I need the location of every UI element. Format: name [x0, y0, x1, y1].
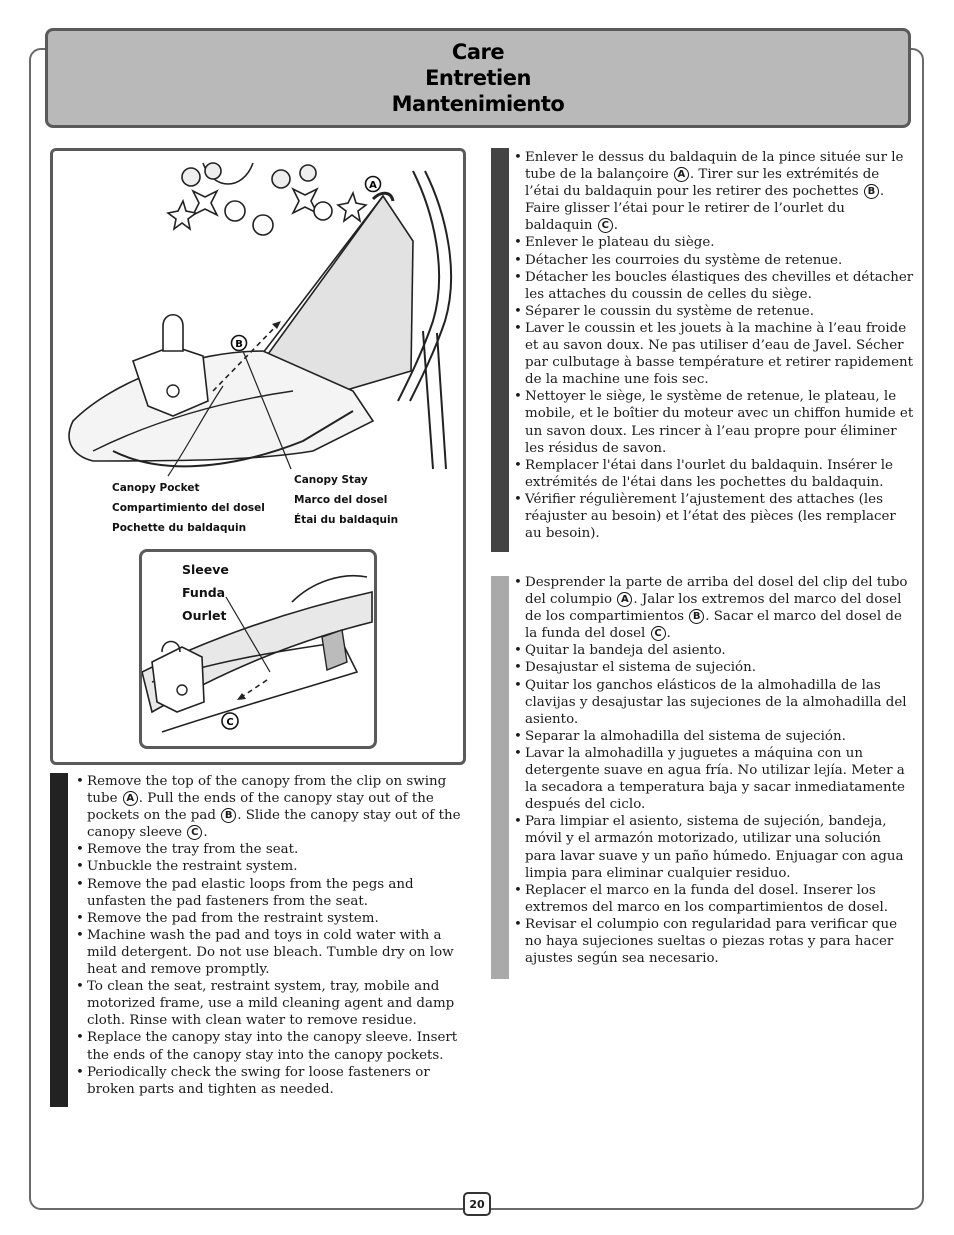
canopy-pocket-es: Compartimiento del dosel: [112, 502, 265, 514]
instruction-text: Séparer le coussin du système de retenue.: [525, 303, 814, 319]
instruction-text: Replacer el marco en la funda del dosel. Inserer los extremos del marco en los compartimientos de dosel.: [525, 882, 888, 915]
spanish-section-bar: [491, 576, 509, 979]
list-item: [514, 728, 914, 745]
canopy-pocket-fr: Pochette du baldaquin: [112, 522, 247, 534]
instruction-text: Laver le coussin et les jouets à la machine à l’eau froide et au savon doux. Ne pas utiliser d’eau de Javel. Sécher par culbutage à basse température et retirer rapidement de la machine une fois sec.: [525, 320, 914, 388]
list-item: [514, 642, 914, 659]
step-marker: B: [864, 184, 879, 199]
step-marker: A: [123, 791, 138, 806]
step-marker: A: [674, 167, 689, 182]
instruction-text: Machine wash the pad and toys in cold water with a mild detergent. Do not use bleach. Tumble dry on low heat and remove promptly.: [87, 927, 454, 978]
canopy-stay-fr: Étai du baldaquin: [294, 514, 399, 526]
canopy-pocket-en: Canopy Pocket: [112, 482, 200, 494]
canopy-stay-label: [294, 470, 398, 530]
step-marker: C: [598, 218, 613, 233]
list-item: [514, 659, 914, 676]
sleeve-en: Sleeve: [182, 562, 229, 577]
sleeve-drawing: [142, 552, 374, 746]
list-item: [514, 320, 914, 388]
instruction-text: Nettoyer le siège, le système de retenue, le plateau, le mobile, et le boîtier du moteur avec un chiffon humide et un savon doux. Les rincer à l’eau propre pour éliminer les résidus de savon.: [525, 389, 914, 456]
list-item: [514, 882, 914, 916]
sleeve-inset-illustration: [139, 549, 377, 749]
list-item: [514, 269, 914, 303]
list-item: [514, 677, 914, 728]
list-item: [514, 813, 914, 881]
title-spanish: Mantenimiento: [391, 92, 565, 116]
list-item: [76, 1064, 474, 1098]
marker-b: B: [235, 339, 243, 350]
instruction-text: . Slide the canopy stay out of the canopy sleeve: [87, 808, 461, 841]
instruction-text: Remplacer l'étai dans l'ourlet du baldaquin. Insérer le extrémités de l'étai dans les pochettes du baldaquin.: [525, 457, 893, 490]
step-marker: C: [651, 626, 666, 641]
canopy-pocket-label: [112, 478, 265, 538]
step-marker: A: [617, 592, 632, 607]
sleeve-label: [182, 558, 229, 627]
instruction-text: . Pull the ends of the canopy stay out of the pockets on the pad: [87, 791, 434, 824]
instruction-text: Replace the canopy stay into the canopy sleeve. Insert the ends of the canopy stay into the canopy pockets.: [87, 1030, 458, 1063]
instruction-text: . Jalar los extremos del marco del dosel de los compartimientos: [525, 592, 902, 625]
list-item: [514, 457, 914, 491]
list-item: [76, 841, 474, 858]
list-item: [514, 234, 914, 251]
instruction-text: To clean the seat, restraint system, tray, mobile and motorized frame, use a mild cleaning agent and damp cloth. Rinse with clean water to remove residue.: [87, 979, 455, 1029]
marker-c: C: [226, 717, 234, 728]
canopy-stay-es: Marco del dosel: [294, 494, 388, 506]
instruction-text: .: [203, 825, 208, 841]
list-item: [76, 1029, 474, 1063]
list-item: [76, 876, 474, 910]
instruction-text: Remove the pad from the restraint system.: [87, 910, 379, 926]
instruction-text: Quitar los ganchos elásticos de la almohadilla de las clavijas y desajustar las sujeciones de la almohadilla del asiento.: [525, 677, 907, 727]
english-section-bar: [50, 773, 68, 1107]
list-item: [76, 927, 474, 978]
sleeve-es: Funda: [182, 585, 226, 600]
instruction-text: Desajustar el sistema de sujeción.: [525, 660, 756, 676]
instruction-text: Desprender la parte de arriba del dosel del clip del tubo del columpio: [525, 575, 908, 608]
title-english: Care: [451, 40, 505, 64]
spanish-instructions: [514, 574, 914, 967]
instruction-text: Unbuckle the restraint system.: [87, 859, 298, 875]
french-instructions: [514, 149, 914, 542]
instruction-text: .: [666, 626, 671, 642]
title-french: Entretien: [425, 66, 531, 90]
instruction-text: Para limpiar el asiento, sistema de sujeción, bandeja, móvil y el armazón motorizado, utilizar una solución para lavar suave y un paño húmedo. Enjuagar con agua limpia para eliminar cualquier residuo.: [525, 814, 904, 881]
list-item: [76, 978, 474, 1029]
instruction-text: Lavar la almohadilla y juguetes a máquina con un detergente suave en agua fría. No utilizar lejía. Meter a la secadora a temperatura baja y sacar inmediatamente después del ciclo.: [525, 745, 905, 813]
instruction-text: Remove the tray from the seat.: [87, 842, 299, 858]
instruction-text: .: [613, 218, 619, 234]
list-item: [514, 149, 914, 234]
english-instructions: [76, 773, 474, 1098]
step-marker: C: [187, 825, 202, 840]
instruction-text: Détacher les boucles élastiques des chevilles et détacher les attaches du coussin de celles du siège.: [525, 269, 914, 302]
instruction-text: Revisar el columpio con regularidad para verificar que no haya sujeciones sueltas o piezas rotas y para hacer ajustes según sea necesario.: [525, 916, 898, 967]
instruction-text: Détacher les courroies du système de retenue.: [525, 252, 843, 268]
instruction-text: Vérifier régulièrement l’ajustement des attaches (les réajuster au besoin) et l’état des pièces (les remplacer au besoin).: [525, 491, 896, 542]
list-item: [514, 252, 914, 269]
instruction-text: Enlever le plateau du siège.: [525, 235, 715, 251]
list-item: [514, 916, 914, 967]
marker-a: A: [369, 180, 377, 191]
list-item: [514, 303, 914, 320]
step-marker: B: [221, 808, 236, 823]
instruction-text: Remove the top of the canopy from the clip on swing tube: [87, 774, 447, 807]
list-item: [76, 910, 474, 927]
list-item: [514, 574, 914, 642]
canopy-stay-en: Canopy Stay: [294, 474, 368, 486]
sleeve-fr: Ourlet: [182, 608, 227, 623]
instruction-text: Quitar la bandeja del asiento.: [525, 643, 726, 659]
french-section-bar: [491, 148, 509, 552]
list-item: [514, 388, 914, 456]
list-item: [76, 858, 474, 875]
instruction-text: Remove the pad elastic loops from the pegs and unfasten the pad fasteners from the seat.: [87, 876, 414, 909]
instruction-text: . Faire glisser l’étai pour le retirer de l’ourlet du baldaquin: [525, 184, 885, 234]
step-marker: B: [689, 609, 704, 624]
instruction-text: Enlever le dessus du baldaquin de la pince située sur le tube de la balançoire: [525, 150, 904, 183]
list-item: [514, 491, 914, 542]
list-item: [76, 773, 474, 841]
page-title: [45, 28, 911, 128]
instruction-text: Separar la almohadilla del sistema de sujeción.: [525, 728, 846, 744]
instruction-text: . Tirer sur les extrémités de l’étai du baldaquin pour les retirer des pochettes: [525, 167, 880, 200]
page-number: 20: [463, 1192, 491, 1216]
list-item: [514, 745, 914, 813]
instruction-text: . Sacar el marco del dosel de la funda del dosel: [525, 609, 902, 642]
instruction-text: Periodically check the swing for loose fasteners or broken parts and tighten as needed.: [87, 1064, 430, 1097]
